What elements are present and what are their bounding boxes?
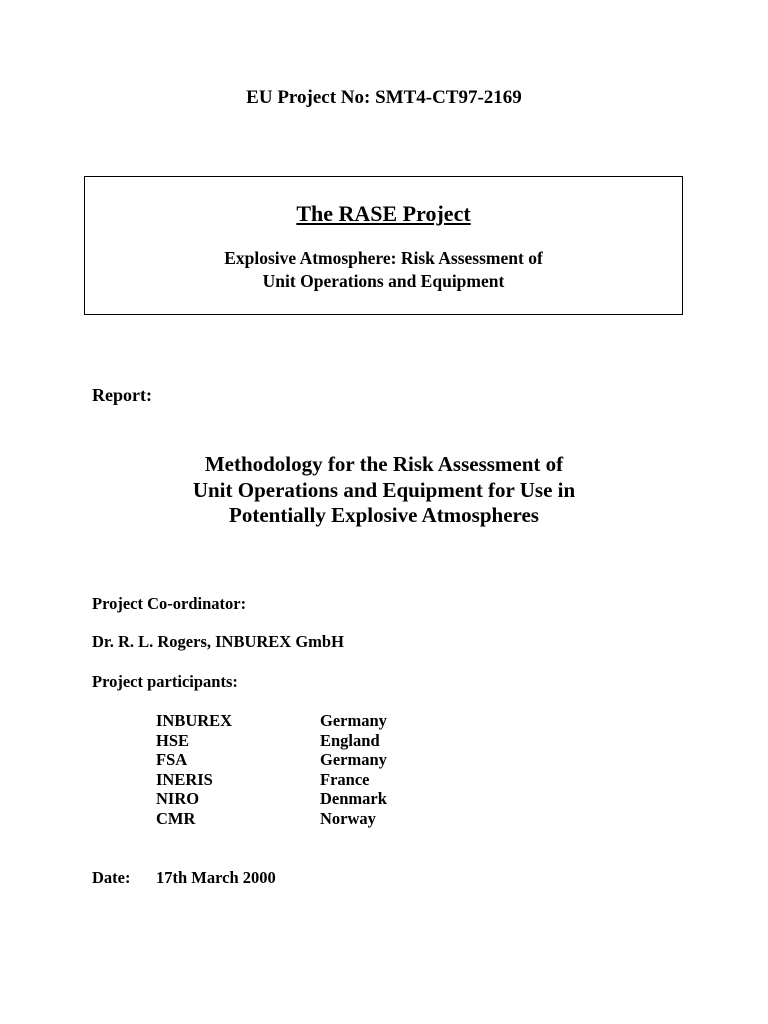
report-title — [0, 452, 768, 529]
participant-name: INERIS — [156, 769, 213, 789]
project-title: The RASE Project — [296, 201, 471, 226]
participant-country: Germany — [320, 711, 387, 730]
participant-row — [156, 809, 387, 829]
coordinator-label: Project Co-ordinator: — [92, 594, 247, 613]
participant-row — [156, 731, 387, 751]
report-label: Report: — [92, 385, 152, 405]
participant-row — [156, 711, 387, 731]
participants-list — [156, 711, 387, 829]
participant-name: FSA — [156, 750, 188, 770]
date-row — [92, 868, 276, 888]
report-title-line-2: Unit Operations and Equipment for Use in — [192, 477, 576, 502]
participant-country: Norway — [320, 808, 376, 828]
participant-country: England — [320, 730, 380, 750]
participant-country: France — [320, 769, 370, 789]
participant-row — [156, 750, 387, 770]
subtitle-line-2: Unit Operations and Equipment — [262, 271, 505, 291]
date-value: 17th March 2000 — [156, 868, 276, 887]
report-title-line-3: Potentially Explosive Atmospheres — [229, 503, 539, 527]
date-label: Date: — [92, 868, 131, 887]
participant-name: INBUREX — [156, 711, 233, 730]
participant-row — [156, 789, 387, 809]
participant-country: Germany — [320, 750, 387, 770]
participant-name: HSE — [156, 730, 190, 750]
participant-row — [156, 770, 387, 790]
coordinator-name: Dr. R. L. Rogers, INBUREX GmbH — [92, 632, 344, 651]
report-title-line-1: Methodology for the Risk Assessment of — [204, 452, 564, 476]
subtitle-line-1: Explosive Atmosphere: Risk Assessment of — [224, 248, 543, 268]
title-box — [84, 176, 683, 315]
participants-label: Project participants: — [92, 672, 238, 691]
project-subtitle — [85, 247, 682, 293]
participant-name: CMR — [156, 808, 196, 828]
participant-country: Denmark — [320, 789, 387, 809]
project-number: EU Project No: SMT4-CT97-2169 — [246, 87, 522, 108]
participant-name: NIRO — [156, 789, 200, 809]
